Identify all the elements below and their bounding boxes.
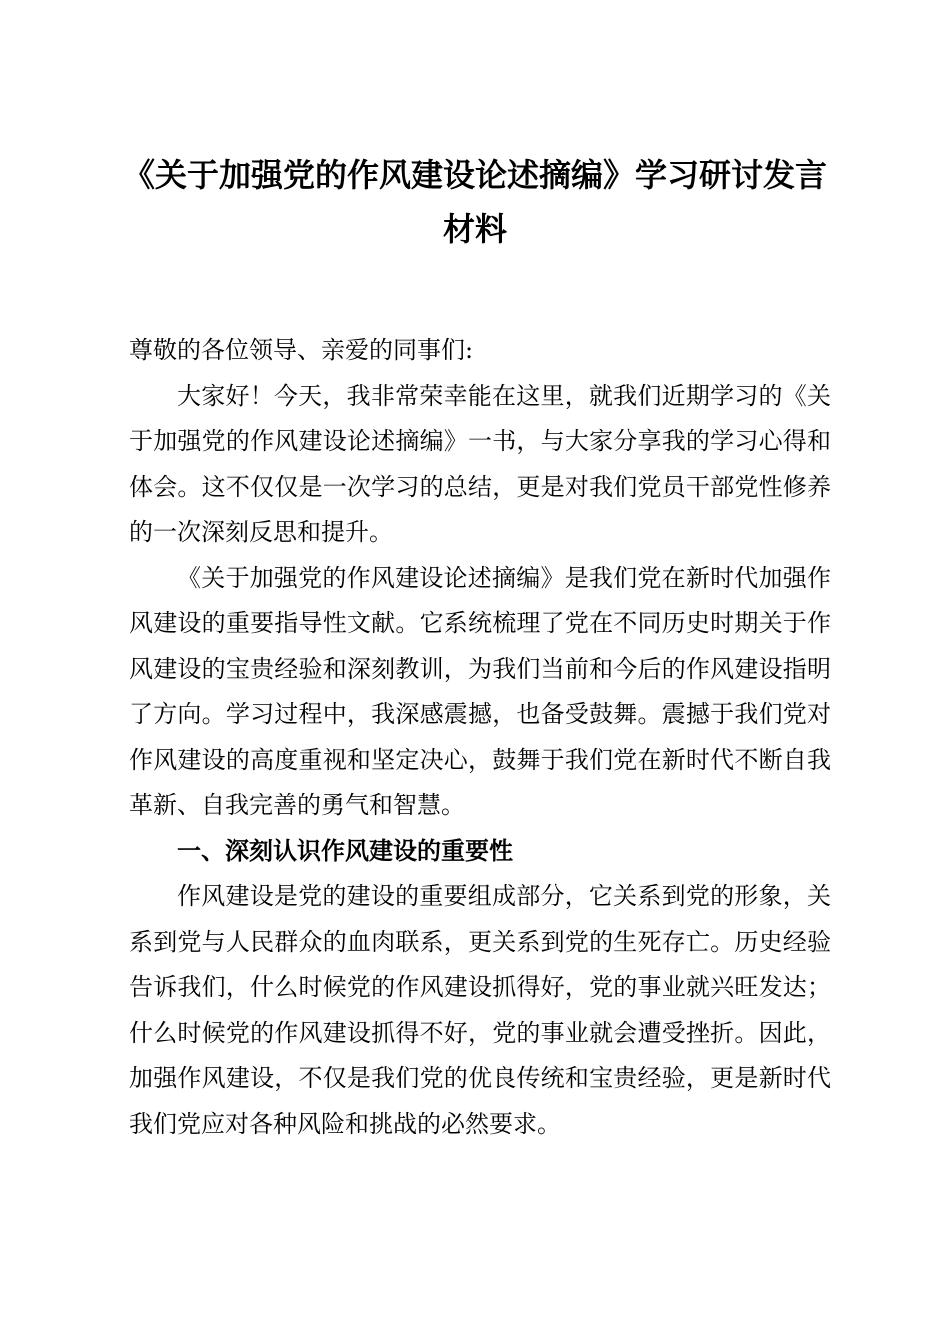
paragraph-overview: 《关于加强党的作风建设论述摘编》是我们党在新时代加强作风建设的重要指导性文献。它系统梳理了党在不同历史时期关于作风建设的宝贵经验和深刻教训，为我们当前和今后的作风建设指明了方向。学习过程中，我深感震撼，也备受鼓舞。震撼于我们党对作风建设的高度重视和坚定决心，鼓舞于我们党在新时代不断自我革新、自我完善的勇气和智慧。 <box>129 563 831 819</box>
section-heading: 一、深刻认识作风建设的重要性 <box>177 836 513 865</box>
document-title: 《关于加强党的作风建设论述摘编》学习研讨发言材料 <box>122 156 827 248</box>
paragraph-intro: 大家好！今天，我非常荣幸能在这里，就我们近期学习的《关于加强党的作风建设论述摘编》一书，与大家分享我的学习心得和体会。这不仅仅是一次学习的总结，更是对我们党员干部党性修养的一次深刻反思和提升。 <box>129 381 831 546</box>
document-body <box>129 328 831 1147</box>
salutation: 尊敬的各位领导、亲爱的同事们: <box>129 336 474 364</box>
section-paragraph: 作风建设是党的建设的重要组成部分，它关系到党的形象，关系到党与人民群众的血肉联系，更关系到党的生死存亡。历史经验告诉我们，什么时候党的作风建设抓得好，党的事业就兴旺发达；什么时候党的作风建设抓得不好，党的事业就会遭受挫折。因此，加强作风建设，不仅是我们党的优良传统和宝贵经验，更是新时代我们党应对各种风险和挑战的必然要求。 <box>129 882 831 1138</box>
